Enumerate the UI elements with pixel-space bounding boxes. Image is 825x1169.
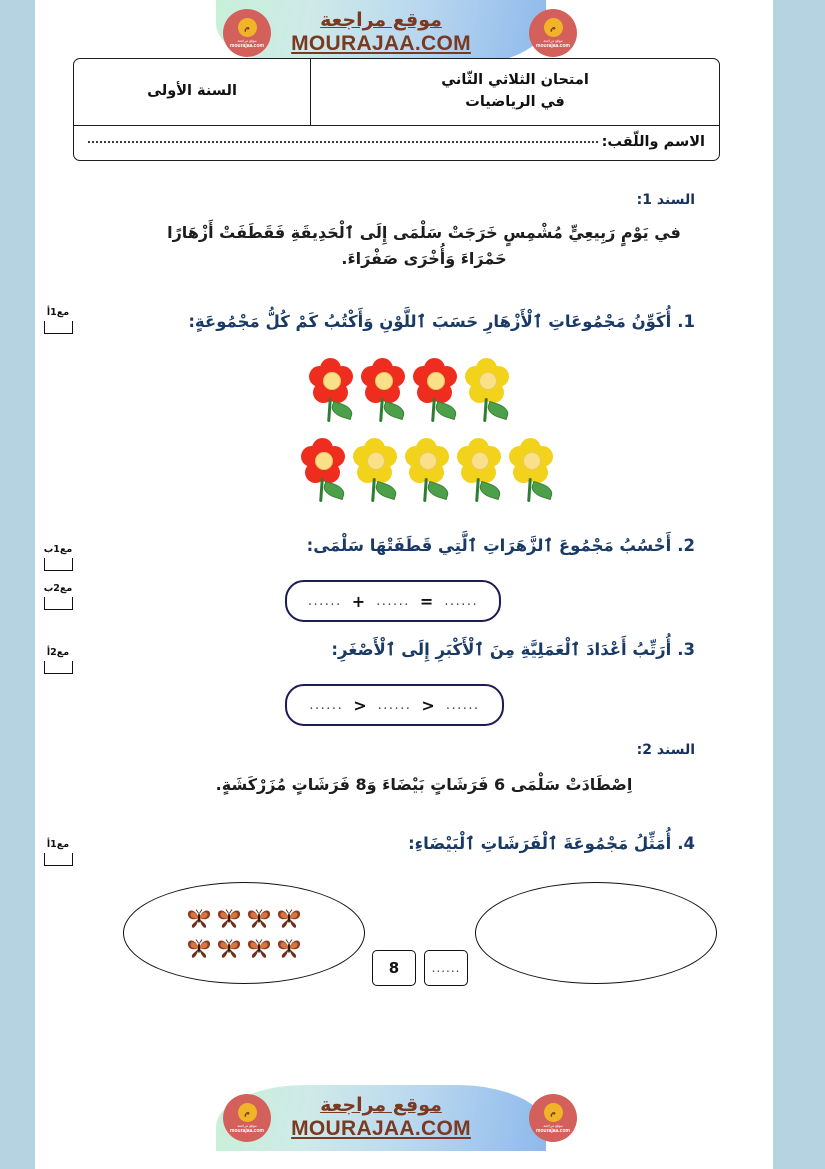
source-1-label: السند 1:	[636, 192, 695, 208]
flower-stem	[327, 398, 331, 422]
logo-glyph-icon: م	[544, 1103, 563, 1122]
flower-leaf	[426, 481, 451, 500]
count-box-blank[interactable]: ......	[424, 950, 468, 986]
flower-yellow	[401, 438, 453, 502]
flower-yellow	[453, 438, 505, 502]
logo-arabic-text: موقع مراجعة	[543, 38, 563, 43]
exam-header-table	[73, 58, 720, 161]
banner-arabic-title: موقع مراجعة	[320, 9, 442, 31]
logo-glyph-icon: م	[238, 18, 257, 37]
logo-arabic-text: موقع مراجعة	[237, 1123, 257, 1128]
question-4-number: 4.	[677, 834, 695, 853]
flower-leaf	[478, 481, 503, 500]
flower-leaf	[330, 401, 355, 420]
flower-leaf	[382, 401, 407, 420]
flower-stem	[371, 478, 375, 502]
question-3-number: 3.	[677, 640, 695, 659]
banner-website-url[interactable]: MOURAJAA.COM	[291, 1116, 471, 1140]
flower-center	[523, 452, 541, 470]
flower-center	[367, 452, 385, 470]
butterfly-icon	[215, 934, 243, 962]
exam-title-line1: امتحان الثلاثي الثّاني	[441, 72, 589, 88]
source-1-text: في يَوْمٍ رَبِيعِيٍّ مُشْمِسٍ خَرَجَتْ سَلْمَى إِلَى ٱلْحَدِيقَةِ فَقَطَفَتْ أَزْهَارًا حَمْرَاءَ وَأُخْرَى صَفْرَاءَ.	[167, 223, 681, 269]
logo-glyph-icon: م	[544, 18, 563, 37]
logo-arabic-text: موقع مراجعة	[543, 1123, 563, 1128]
competency-mark-q4	[35, 840, 81, 866]
flower-stem	[319, 478, 323, 502]
score-box[interactable]	[44, 597, 73, 610]
score-box[interactable]	[44, 661, 73, 674]
competency-mark-q3	[35, 648, 81, 674]
butterfly-set-diagram	[35, 882, 773, 992]
butterfly-icon	[215, 904, 243, 932]
butterfly-group	[185, 904, 303, 962]
flower-petals	[361, 358, 405, 402]
logo-glyph-icon: م	[238, 1103, 257, 1122]
sum-operator-plus: +	[351, 591, 367, 611]
order-blank-1[interactable]: ......	[445, 697, 480, 713]
score-box[interactable]	[44, 853, 73, 866]
competency-code: مع2أ	[46, 647, 70, 658]
competency-code: مع2ب	[43, 583, 73, 594]
flower-stem	[475, 478, 479, 502]
flower-petals	[509, 438, 553, 482]
site-banner-top	[35, 0, 773, 66]
sum-blank-2[interactable]: ......	[376, 593, 410, 609]
banner-arabic-title: موقع مراجعة	[320, 1094, 442, 1116]
sum-blank-1[interactable]: ......	[444, 593, 479, 609]
question-2-text: أَحْسُبُ مَجْمُوعَ ٱلزَّهَرَاتِ ٱلَّتِي قَطَفَتْهَا سَلْمَى:	[306, 536, 672, 555]
flower-center	[419, 452, 437, 470]
site-logo-right	[529, 9, 577, 57]
flower-leaf	[322, 481, 347, 500]
flower-stem	[379, 398, 383, 422]
butterfly-icon	[275, 904, 303, 932]
flower-leaf	[374, 481, 399, 500]
flower-petals	[309, 358, 353, 402]
site-banner-bottom	[35, 1085, 773, 1151]
order-operator-1: <	[421, 695, 436, 715]
flower-petals	[413, 358, 457, 402]
order-operator-2: <	[353, 695, 368, 715]
flower-petals	[301, 438, 345, 482]
question-3	[185, 638, 695, 663]
question-2-number: 2.	[677, 536, 695, 555]
butterfly-icon	[185, 904, 213, 932]
flower-center	[315, 452, 333, 470]
flower-petals	[405, 438, 449, 482]
competency-mark-q2b	[35, 584, 81, 610]
flower-petals	[457, 438, 501, 482]
question-1-number: 1.	[677, 312, 695, 331]
source-2-label: السند 2:	[636, 742, 695, 758]
answer-box-order[interactable]	[285, 684, 504, 726]
flower-group-row-2	[297, 438, 557, 502]
question-4-text: أُمَثِّلُ مَجْمُوعَةَ ٱلْفَرَشَاتِ ٱلْبَيْضَاءِ:	[408, 834, 672, 853]
sum-operator-equals: =	[419, 591, 435, 611]
flower-red	[357, 358, 409, 422]
question-2	[185, 534, 695, 559]
logo-english-text: mourajaa.com	[536, 42, 570, 49]
banner-title-group	[216, 0, 546, 66]
header-top-row	[74, 59, 719, 126]
banner-title-group	[216, 1085, 546, 1151]
butterfly-icon	[245, 904, 273, 932]
order-blank-3[interactable]: ......	[309, 697, 344, 713]
flower-center	[323, 372, 341, 390]
competency-code: مع1ب	[43, 544, 73, 555]
question-4	[185, 832, 695, 857]
butterfly-icon	[185, 934, 213, 962]
question-1	[185, 310, 695, 335]
logo-english-text: mourajaa.com	[536, 1127, 570, 1134]
source-2-text: اِصْطَادَتْ سَلْمَى 6 فَرَشَاتٍ بَيْضَاءَ وَ8 فَرَشَاتٍ مُزَرْكَشَةٍ.	[215, 775, 633, 794]
flower-leaf	[434, 401, 459, 420]
competency-mark-q2a	[35, 545, 81, 571]
butterfly-icon	[245, 934, 273, 962]
flower-yellow	[505, 438, 557, 502]
student-name-input-line[interactable]	[88, 141, 598, 143]
competency-mark-q1	[35, 308, 81, 334]
student-name-row	[74, 126, 719, 160]
flower-petals	[465, 358, 509, 402]
order-blank-2[interactable]: ......	[377, 697, 412, 713]
flower-red	[305, 358, 357, 422]
school-year-cell: السنة الأولى	[147, 82, 237, 99]
flower-leaf	[486, 401, 511, 420]
score-box[interactable]	[44, 558, 73, 571]
logo-english-text: mourajaa.com	[230, 1127, 264, 1134]
exam-title-line2: في الرياضيات	[465, 93, 565, 110]
flower-center	[471, 452, 489, 470]
exam-title-cell	[310, 59, 719, 125]
competency-code: مع1أ	[46, 307, 70, 318]
flower-center	[427, 372, 445, 390]
butterfly-icon	[275, 934, 303, 962]
flower-petals	[353, 438, 397, 482]
flower-yellow	[461, 358, 513, 422]
sum-blank-3[interactable]: ......	[307, 593, 342, 609]
flower-stem	[423, 478, 427, 502]
flower-center	[479, 372, 497, 390]
answer-box-sum[interactable]	[285, 580, 501, 622]
student-name-label: الاسم واللّقب:	[601, 133, 705, 150]
flower-group-row-1	[305, 358, 513, 422]
flower-stem	[527, 478, 531, 502]
question-1-text: أُكَوِّنُ مَجْمُوعَاتِ ٱلْأَزْهَارِ حَسَبَ ٱللَّوْنِ وَأَكْتُبُ كَمْ كُلُّ مَجْمُوعَةٍ:	[188, 312, 672, 331]
flower-red	[297, 438, 349, 502]
flower-center	[375, 372, 393, 390]
flower-leaf	[530, 481, 555, 500]
competency-code: مع1أ	[46, 839, 70, 850]
flower-yellow	[349, 438, 401, 502]
ellipse-empty-right[interactable]	[475, 882, 717, 984]
score-box[interactable]	[44, 321, 73, 334]
site-logo-right	[529, 1094, 577, 1142]
flower-red	[409, 358, 461, 422]
count-box-filled[interactable]: 8	[372, 950, 416, 986]
logo-english-text: mourajaa.com	[230, 42, 264, 49]
logo-arabic-text: موقع مراجعة	[237, 38, 257, 43]
paper-page	[35, 0, 773, 1169]
flower-stem	[483, 398, 487, 422]
flower-stem	[431, 398, 435, 422]
question-3-text: أُرَتِّبُ أَعْدَادَ ٱلْعَمَلِيَّةِ مِنَ ٱلْأَكْبَرِ إِلَى ٱلْأَصْغَرِ:	[331, 640, 672, 659]
banner-website-url[interactable]: MOURAJAA.COM	[291, 31, 471, 55]
